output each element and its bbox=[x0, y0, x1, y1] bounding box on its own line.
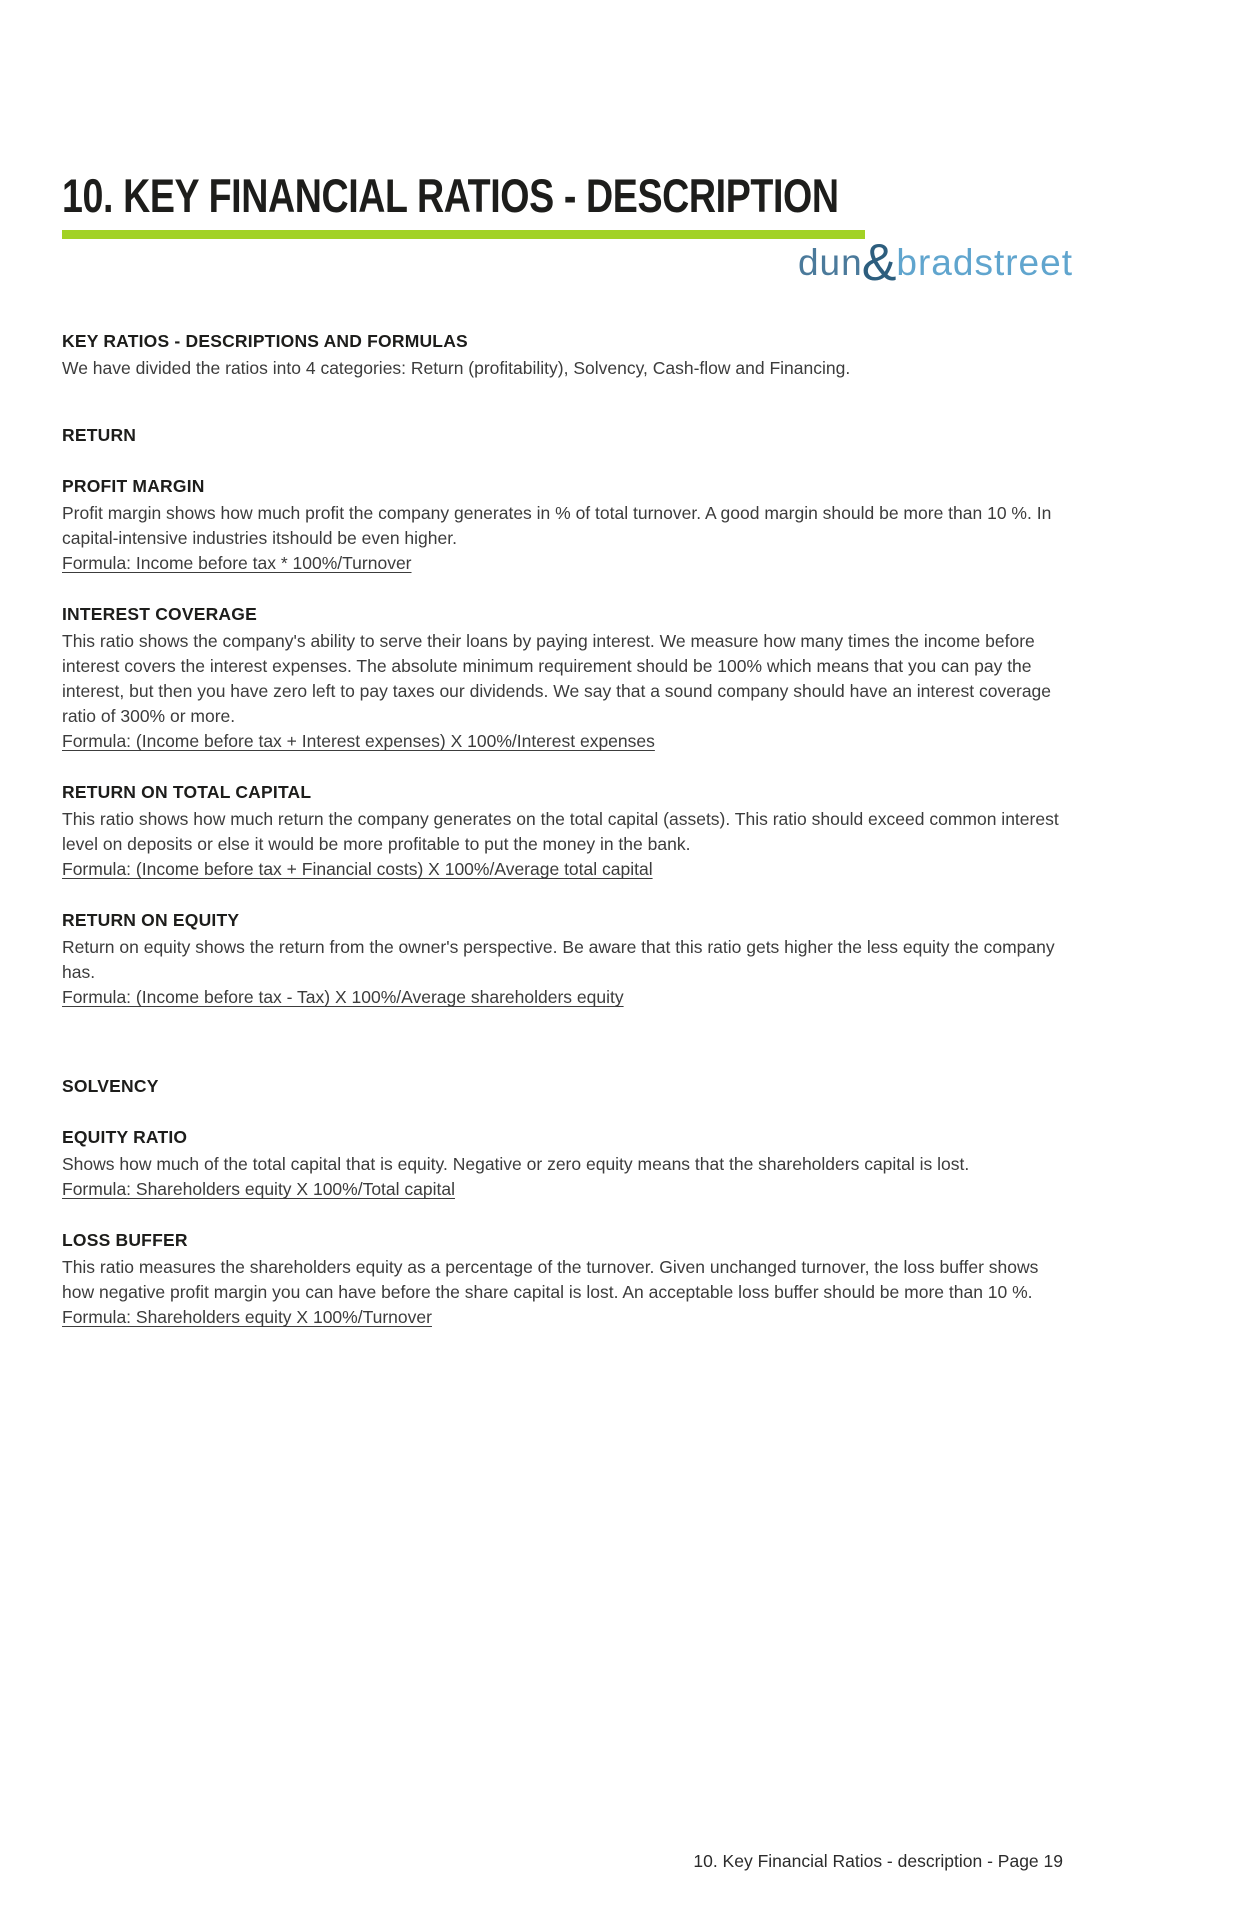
document-page bbox=[0, 168, 1241, 1922]
ratio-description: This ratio shows the company's ability to serve their loans by paying interest. We measure how many times the income before interest covers the interest expenses. The absolute minimum requirement should be 100% which means that you can pay the interest, but then you have zero left to pay taxes our dividends. We say that a sound company should have an interest coverage ratio of 300% or more. bbox=[62, 631, 1052, 727]
ratio-item-profit-margin bbox=[62, 474, 1067, 576]
ratio-formula: Formula: Shareholders equity X 100%/Total capital bbox=[62, 1179, 455, 1200]
ratio-formula: Formula: (Income before tax + Interest expenses) X 100%/Interest expenses bbox=[62, 731, 655, 752]
dnb-logo bbox=[797, 232, 1073, 292]
page-footer bbox=[693, 1851, 1063, 1872]
ratio-title: INTEREST COVERAGE bbox=[62, 604, 257, 625]
ratio-title: PROFIT MARGIN bbox=[62, 476, 205, 497]
intro-section bbox=[62, 329, 1067, 381]
ratio-formula: Formula: (Income before tax + Financial costs) X 100%/Average total capital bbox=[62, 859, 653, 880]
ratio-item-loss-buffer bbox=[62, 1228, 1067, 1330]
logo-ampersand-icon: & bbox=[861, 234, 898, 292]
title-accent-bar bbox=[62, 230, 865, 239]
ratio-item-equity-ratio bbox=[62, 1125, 1067, 1202]
ratio-description: This ratio measures the shareholders equity as a percentage of the turnover. Given unchanged turnover, the loss buffer shows how negative profit margin you can have before the share capital is lost. An acceptable loss buffer should be more than 10 %. bbox=[62, 1257, 1039, 1303]
document-content bbox=[62, 329, 1067, 1330]
section-return-heading: RETURN bbox=[62, 425, 137, 446]
page-title: 10. KEY FINANCIAL RATIOS - DESCRIPTION bbox=[62, 169, 839, 222]
ratio-description: Profit margin shows how much profit the company generates in % of total turnover. A good margin should be more than 10 %. In capital-intensive industries itshould be even higher. bbox=[62, 503, 1052, 549]
intro-heading: KEY RATIOS - DESCRIPTIONS AND FORMULAS bbox=[62, 331, 468, 352]
ratio-item-interest-coverage bbox=[62, 602, 1067, 754]
ratio-item-return-on-total-capital bbox=[62, 780, 1067, 882]
section-solvency-heading: SOLVENCY bbox=[62, 1076, 159, 1097]
ratio-title: LOSS BUFFER bbox=[62, 1230, 188, 1251]
section-solvency bbox=[62, 1074, 1067, 1330]
ratio-description: Shows how much of the total capital that is equity. Negative or zero equity means that the shareholders capital is lost. bbox=[62, 1154, 970, 1175]
logo-text-bradstreet: bradstreet bbox=[896, 242, 1073, 283]
ratio-description: This ratio shows how much return the company generates on the total capital (assets). This ratio should exceed common interest level on deposits or else it would be more profitable to put the money in the bank. bbox=[62, 809, 1059, 855]
ratio-item-return-on-equity bbox=[62, 908, 1067, 1010]
ratio-title: EQUITY RATIO bbox=[62, 1127, 188, 1148]
intro-body: We have divided the ratios into 4 categories: Return (profitability), Solvency, Cash-flow and Financing. bbox=[62, 358, 851, 379]
footer-text: 10. Key Financial Ratios - description - Page 19 bbox=[693, 1851, 1063, 1871]
logo-text-dun: dun bbox=[797, 242, 863, 283]
ratio-formula: Formula: Income before tax * 100%/Turnover bbox=[62, 553, 412, 574]
ratio-formula: Formula: Shareholders equity X 100%/Turnover bbox=[62, 1307, 432, 1328]
ratio-title: RETURN ON TOTAL CAPITAL bbox=[62, 782, 312, 803]
ratio-title: RETURN ON EQUITY bbox=[62, 910, 240, 931]
section-return bbox=[62, 423, 1067, 1010]
ratio-formula: Formula: (Income before tax - Tax) X 100%/Average shareholders equity bbox=[62, 987, 624, 1008]
ratio-description: Return on equity shows the return from the owner's perspective. Be aware that this ratio gets higher the less equity the company has. bbox=[62, 937, 1055, 983]
